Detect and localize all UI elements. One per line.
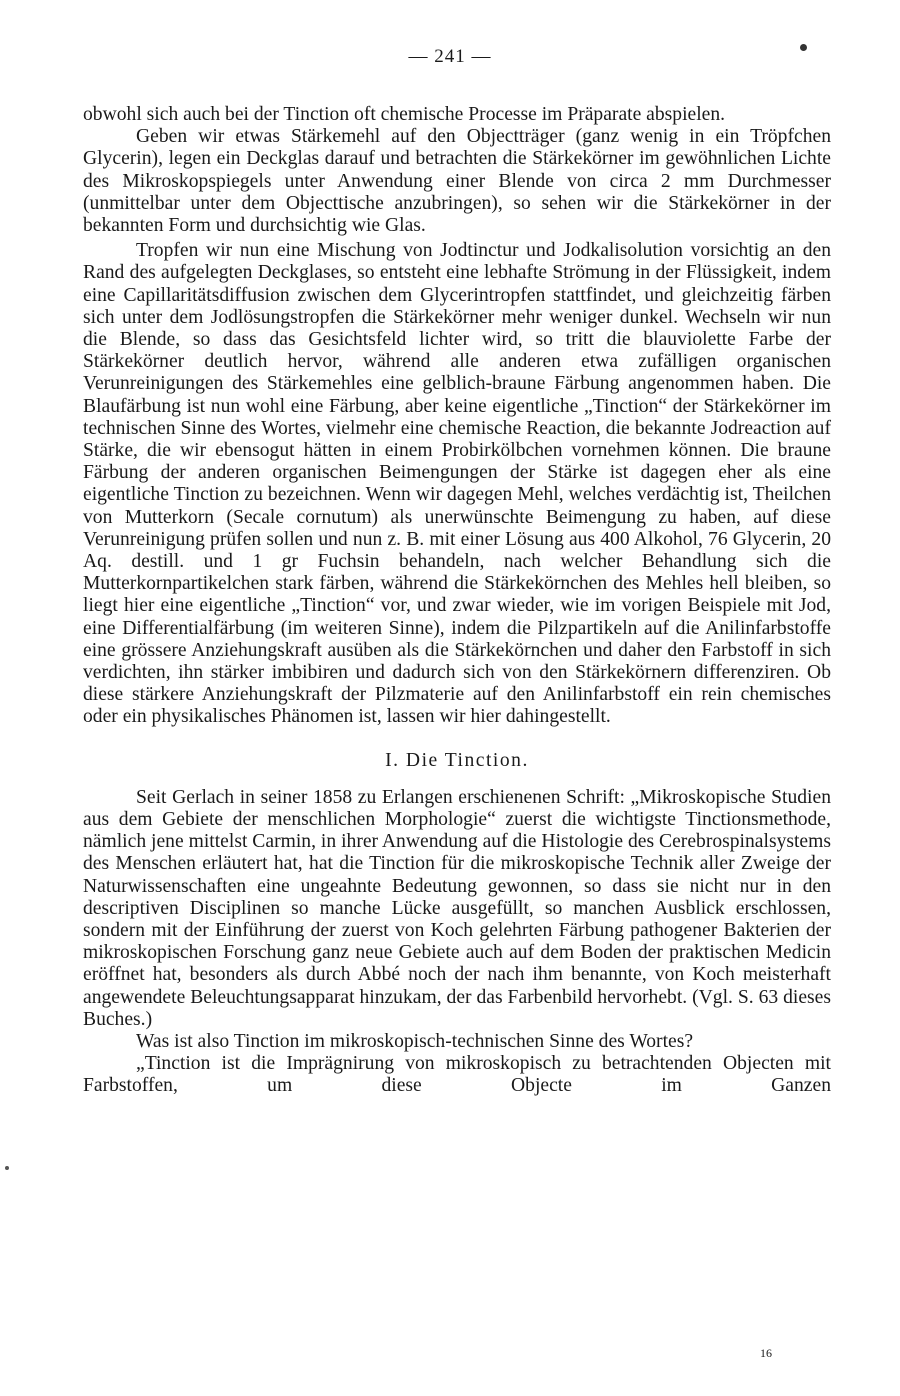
page-number: — 241 — — [408, 46, 492, 67]
paragraph-definition: „Tinction ist die Imprägnirung von mikroskopisch zu betrachtenden Objecten mit Farbstoffen, um diese Objecte im Ganzen — [83, 1053, 831, 1097]
paragraph-continuation: obwohl sich auch bei der Tinction oft chemische Processe im Präparate abspielen. — [83, 104, 726, 125]
body-text — [83, 104, 831, 1098]
paragraph-starch: Geben wir etwas Stärkemehl auf den Objectträger (ganz wenig in ein Tröpfchen Glycerin), legen ein Deckglas darauf und betrachten die Stärkekörner im gewöhnlichen Lichte des Mikroskopspiegels unter Anwendung einer Blende von circa 2 mm Durchmesser (unmittelbar unter dem Objecttische anzubringen), so sehen wir die Stärkekörner in der bekannten Form und durchsichtig wie Glas. — [83, 126, 831, 237]
paragraph-question: Was ist also Tinction im mikroskopisch-technischen Sinne des Wortes? — [136, 1030, 694, 1052]
paragraph-iodine: Tropfen wir nun eine Mischung von Jodtinctur und Jodkalisolution vorsichtig an den Rand des aufgelegten Deckglases, so entsteht eine lebhafte Strömung in der Flüssigkeit, indem eine Capillaritätsdiffusion zwischen dem Glycerintropfen stattfindet, und gleichzeitig färben sich unter dem Jodlösungstropfen die Stärkekörner mehr weniger dunkel. Wechseln wir nun die Blende, so dass das Gesichtsfeld lichter wird, so tritt die blauviolette Farbe der Stärkekörner deutlich hervor, während alle anderen etwa zufälligen organischen Verunreinigungen des Stärkemehles eine gelblich-braune Färbung angenommen haben. Die Blaufärbung ist nun wohl eine Färbung, aber keine eigentliche „Tinction“ der Stärkekörner im technischen Sinne des Wortes, vielmehr eine chemische Reaction, die bekannte Jodreaction auf Stärke, die wir ebensogut hätten in einem Probirkölbchen vornehmen können. Die braune Färbung der anderen organischen Beimengungen der Stärke ist dagegen eher als eine eigentliche Tinction zu bezeichnen. Wenn wir dagegen Mehl, welches verdächtig ist, Theilchen von Mutterkorn (Secale cornutum) als unerwünschte Beimengung zu haben, auf diese Verunreinigung prüfen sollen und nun z. B. mit einer Lösung aus 400 Alkohol, 76 Glycerin, 20 Aq. destill. und 1 gr Fuchsin behandeln, nach welcher Behandlung sich die Mutterkornpartikelchen stark färben, während die Stärkekörnchen des Mehles hell bleiben, so liegt hier eine eigentliche „Tinction“ vor, und zwar wieder, wie im vorigen Beispiele mit Jod, eine Differentialfärbung (im weiteren Sinne), indem die Pilzpartikeln auf die Anilinfarbstoffe eine grössere Anziehungskraft ausüben als die Stärkekörnchen und daher den Farbstoff in sich verdichten, ihn stärker imbibiren und dadurch sich von den Stärkekörnern differenziren. Ob diese stärkere Anziehungskraft der Pilzmaterie auf den Anilinfarbstoff ein rein chemisches oder ein physikalisches Phänomen ist, lassen wir hier dahingestellt. — [83, 240, 831, 728]
paragraph-gerlach: Seit Gerlach in seiner 1858 zu Erlangen erschienenen Schrift: „Mikroskopische Studien aus dem Gebiete der menschlichen Morphologie“ zuerst die wichtigste Tinctionsmethode, nämlich jene mittelst Carmin, in ihrer Anwendung auf die Histologie des Cerebrospinalsystems des Menschen erläutert hat, hat die Tinction für die mikroskopische Technik aller Zweige der Naturwissenschaften eine ungeahnte Bedeutung gewonnen, so dass sie nicht nur in den descriptiven Disciplinen so manche Lücke ausgefüllt, so manchen Ausblick erschlossen, sondern mit der Einführung der zuerst von Koch gelehrten Färbung pathogener Bakterien der mikroskopischen Forschung ganz neue Gebiete auch auf dem Boden der praktischen Medicin eröffnet hat, besonders als durch Abbé noch der nach ihm benannte, von Koch meisterhaft angewendete Beleuchtungsapparat hinzukam, der das Farbenbild hervorhebt. (Vgl. S. 63 dieses Buches.) — [83, 786, 831, 1030]
signature-mark: 16 — [760, 1346, 772, 1360]
ink-speck-margin — [5, 1166, 9, 1170]
section-heading: I. Die Tinction. — [385, 749, 529, 771]
ink-speck — [800, 44, 807, 51]
